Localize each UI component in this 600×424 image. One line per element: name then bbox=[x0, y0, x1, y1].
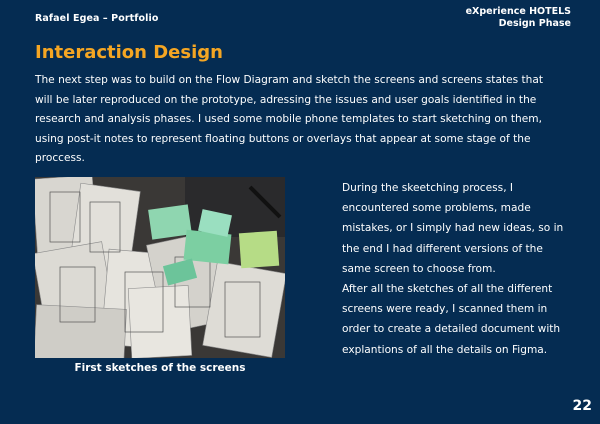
project-label bbox=[466, 6, 571, 30]
project-phase: Design Phase bbox=[498, 18, 571, 29]
project-name: eXperience HOTELS bbox=[465, 6, 571, 17]
photo-caption: First sketches of the screens bbox=[74, 362, 246, 374]
sketches-photo bbox=[35, 177, 285, 358]
side-text bbox=[342, 178, 570, 360]
side-paragraph-1: During the skeetching process, I encountered some problems, made mistakes, or I simply had new ideas, so in the end I had different versions of the same screen to choose from. bbox=[342, 182, 564, 275]
author-label: Rafael Egea – Portfolio bbox=[35, 13, 159, 24]
section-title: Interaction Design bbox=[35, 42, 223, 63]
page-number: 22 bbox=[572, 398, 592, 414]
intro-paragraph: The next step was to build on the Flow Diagram and sketch the screens and screens states that will be later reproduced on the prototype, adressing the issues and user goals identified in the research and analysis phases. I used some mobile phone templates to start sketching on them, using post-it notes to represent floating buttons or overlays that appear at some stage of the proccess. bbox=[35, 74, 544, 164]
side-paragraph-2: After all the sketches of all the different screens were ready, I scanned them in order to create a detailed document with explantions of all the details on Figma. bbox=[342, 283, 561, 356]
